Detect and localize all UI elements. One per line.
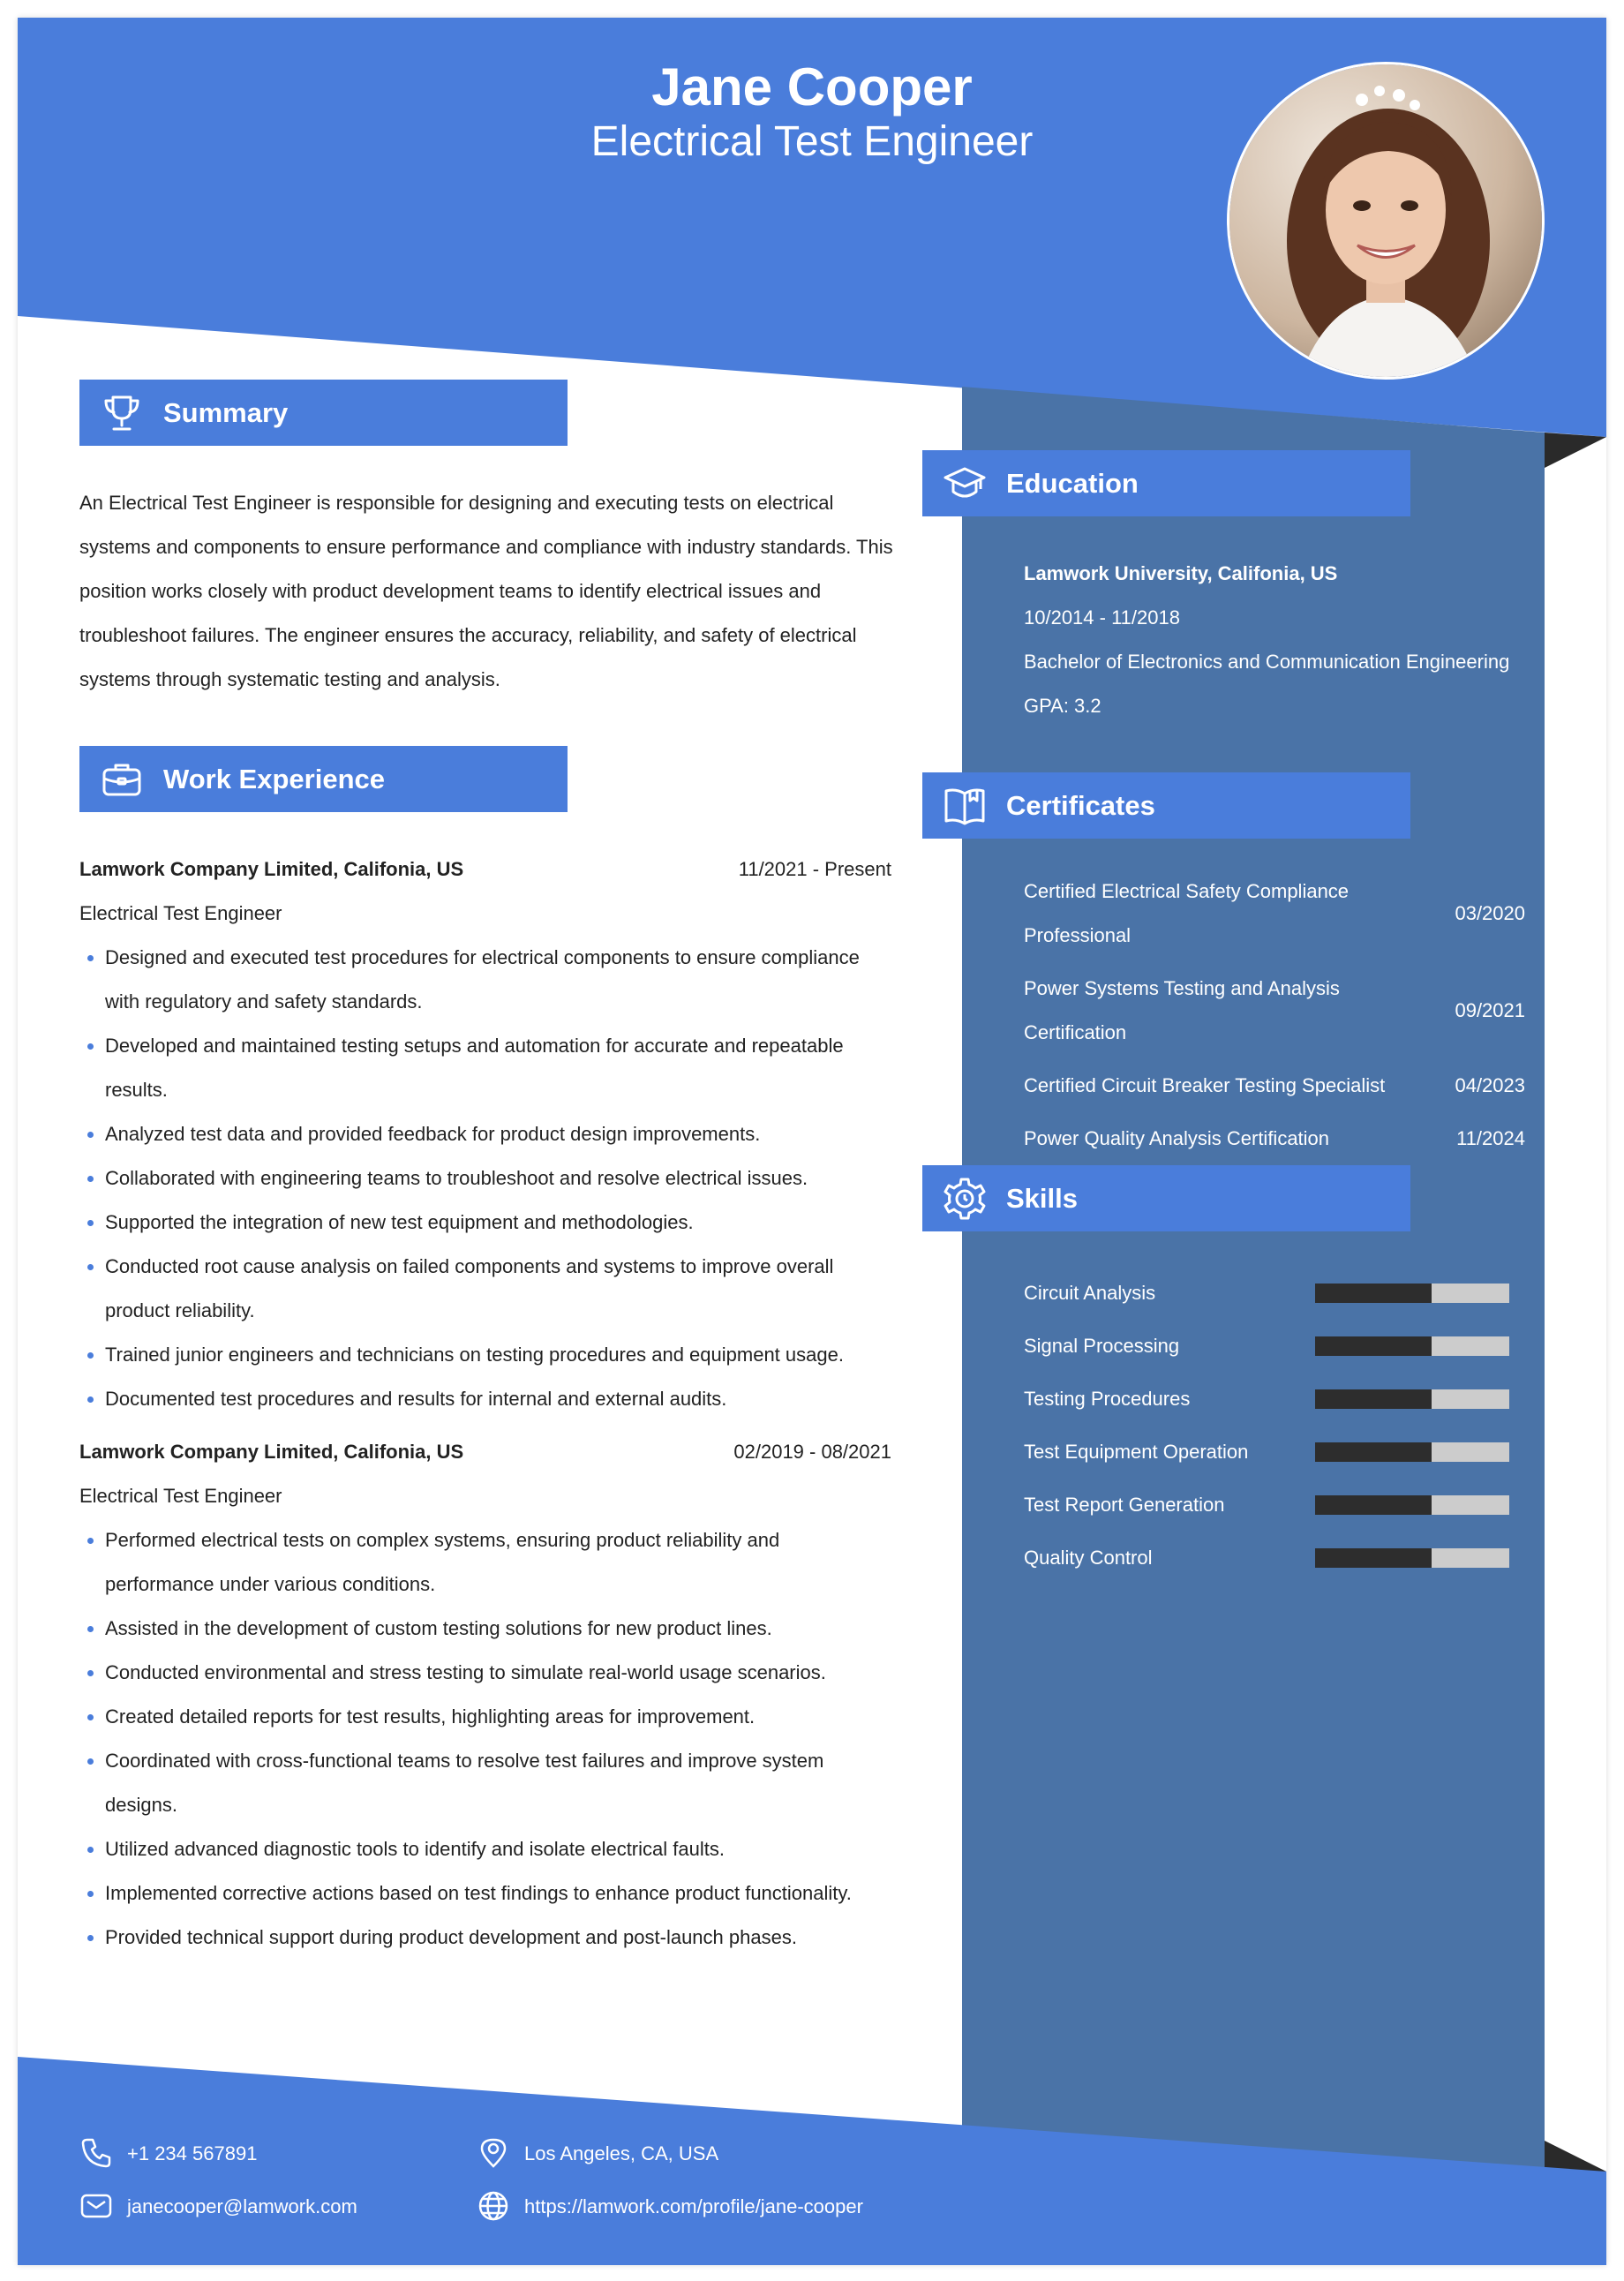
job-bullet: Collaborated with engineering teams to troubleshoot and resolve electrical issues.	[79, 1156, 891, 1201]
skill-item	[1024, 1426, 1525, 1479]
phone-number: +1 234 567891	[127, 2142, 258, 2164]
job-bullet: Conducted root cause analysis on failed components and systems to improve overall product reliability.	[79, 1245, 891, 1333]
job-title: Electrical Test Engineer	[79, 902, 282, 924]
skill-level-fill	[1315, 1336, 1432, 1356]
skill-level-bar	[1315, 1336, 1509, 1356]
certificate-item	[1024, 967, 1525, 1055]
certificate-name: Power Quality Analysis Certification	[1024, 1127, 1330, 1149]
graduation-cap-icon	[942, 461, 988, 507]
certificates-list	[1024, 869, 1525, 1161]
education-gpa: GPA: 3.2	[1024, 695, 1101, 717]
job-dates: 02/2019 - 08/2021	[733, 1441, 891, 1463]
skill-item	[1024, 1373, 1525, 1426]
phone-icon	[79, 2136, 113, 2170]
certificate-date: 03/2020	[1455, 902, 1525, 924]
candidate-name: Jane Cooper	[651, 57, 973, 117]
skill-name: Quality Control	[1024, 1547, 1153, 1569]
job-bullet: Documented test procedures and results for internal and external audits.	[79, 1377, 891, 1421]
certificates-heading: Certificates	[1006, 790, 1155, 821]
skill-level-fill	[1315, 1548, 1432, 1568]
experience-heading-bar	[79, 746, 568, 812]
book-icon	[942, 783, 988, 829]
skill-item	[1024, 1320, 1525, 1373]
job-bullet: Assisted in the development of custom testing solutions for new product lines.	[79, 1607, 891, 1651]
certificate-name: Certified Electrical Safety Compliance Professional	[1024, 880, 1350, 946]
education-heading: Education	[1006, 468, 1139, 499]
skill-name: Signal Processing	[1024, 1335, 1180, 1357]
job-bullets	[79, 1518, 891, 1960]
summary-heading-bar	[79, 380, 568, 446]
website-url: https://lamwork.com/profile/jane-cooper	[524, 2195, 863, 2217]
job-bullet: Supported the integration of new test equipment and methodologies.	[79, 1201, 891, 1245]
skills-heading-bar	[922, 1165, 1410, 1231]
skill-level-bar	[1315, 1495, 1509, 1515]
job-bullet: Designed and executed test procedures for electrical components to ensure compliance with regulatory and safety standards.	[79, 936, 891, 1024]
sidebar-fold-top	[1545, 433, 1606, 468]
summary-text: An Electrical Test Engineer is responsible for designing and executing tests on electrical systems and components to ensure performance and compliance with industry standards. This position works closely with product development teams to identify electrical issues and troubleshoot failures. The engineer ensures the accuracy, reliability, and safety of electrical systems through systematic testing and analysis.	[79, 492, 893, 690]
certificate-item	[1024, 1064, 1525, 1108]
education-dates: 10/2014 - 11/2018	[1024, 606, 1180, 629]
education-heading-bar	[922, 450, 1410, 516]
skills-heading: Skills	[1006, 1183, 1078, 1214]
job-company: Lamwork Company Limited, Califonia, US	[79, 858, 464, 880]
email-address: janecooper@lamwork.com	[127, 2195, 357, 2217]
education-school: Lamwork University, Califonia, US	[1024, 562, 1338, 584]
summary-heading: Summary	[163, 397, 289, 428]
job-bullet: Created detailed reports for test results, highlighting areas for improvement.	[79, 1695, 891, 1739]
job-bullet: Implemented corrective actions based on test findings to enhance product functionality.	[79, 1871, 891, 1916]
job-dates: 11/2021 - Present	[738, 858, 891, 880]
job-entry	[79, 847, 891, 1430]
mail-icon	[79, 2189, 113, 2223]
skill-name: Test Report Generation	[1024, 1494, 1225, 1516]
trophy-icon	[99, 390, 145, 436]
skill-level-fill	[1315, 1442, 1432, 1462]
job-bullet: Developed and maintained testing setups and automation for accurate and repeatable results.	[79, 1024, 891, 1112]
globe-icon	[477, 2189, 510, 2223]
certificate-date: 11/2024	[1456, 1127, 1525, 1149]
certificates-heading-bar	[922, 772, 1410, 839]
gear-icon	[942, 1176, 988, 1222]
certificate-item	[1024, 1117, 1525, 1161]
job-title: Electrical Test Engineer	[79, 1485, 282, 1507]
skill-level-fill	[1315, 1495, 1432, 1515]
candidate-title: Electrical Test Engineer	[590, 118, 1034, 165]
job-bullet: Trained junior engineers and technicians on testing procedures and equipment usage.	[79, 1333, 891, 1377]
job-bullet: Utilized advanced diagnostic tools to identify and isolate electrical faults.	[79, 1827, 891, 1871]
sidebar-fold-bottom	[1545, 2141, 1606, 2172]
job-bullet: Conducted environmental and stress testing to simulate real-world usage scenarios.	[79, 1651, 891, 1695]
skill-name: Circuit Analysis	[1024, 1282, 1156, 1304]
certificate-name: Certified Circuit Breaker Testing Specialist	[1024, 1074, 1386, 1096]
job-bullet: Analyzed test data and provided feedback for product design improvements.	[79, 1112, 891, 1156]
skill-level-bar	[1315, 1442, 1509, 1462]
certificate-date: 09/2021	[1455, 999, 1525, 1021]
location-text: Los Angeles, CA, USA	[524, 2142, 719, 2164]
skill-item	[1024, 1267, 1525, 1320]
skills-list	[1024, 1267, 1525, 1585]
certificate-item	[1024, 869, 1525, 958]
skill-level-fill	[1315, 1284, 1432, 1303]
skill-level-fill	[1315, 1389, 1432, 1409]
job-company: Lamwork Company Limited, Califonia, US	[79, 1441, 464, 1463]
portrait-image	[1229, 64, 1542, 377]
skill-level-bar	[1315, 1389, 1509, 1409]
job-bullet: Coordinated with cross-functional teams to resolve test failures and improve system designs.	[79, 1739, 891, 1827]
education-degree: Bachelor of Electronics and Communication Engineering	[1024, 651, 1510, 673]
resume-page	[18, 18, 1606, 2265]
briefcase-icon	[99, 757, 145, 802]
skill-level-bar	[1315, 1284, 1509, 1303]
skill-name: Testing Procedures	[1024, 1388, 1191, 1410]
skill-level-bar	[1315, 1548, 1509, 1568]
certificate-name: Power Systems Testing and Analysis Certification	[1024, 977, 1340, 1043]
experience-heading: Work Experience	[163, 764, 385, 794]
job-entry	[79, 1430, 891, 1995]
certificate-date: 04/2023	[1455, 1074, 1525, 1096]
education-entry	[1024, 552, 1518, 728]
skill-item	[1024, 1532, 1525, 1585]
job-bullet: Provided technical support during product development and post-launch phases.	[79, 1916, 891, 1960]
job-bullets	[79, 936, 891, 1421]
skill-name: Test Equipment Operation	[1024, 1441, 1249, 1463]
profile-photo	[1227, 62, 1545, 380]
location-pin-icon	[477, 2136, 510, 2170]
skill-item	[1024, 1479, 1525, 1532]
job-bullet: Performed electrical tests on complex systems, ensuring product reliability and performance under various conditions.	[79, 1518, 891, 1607]
